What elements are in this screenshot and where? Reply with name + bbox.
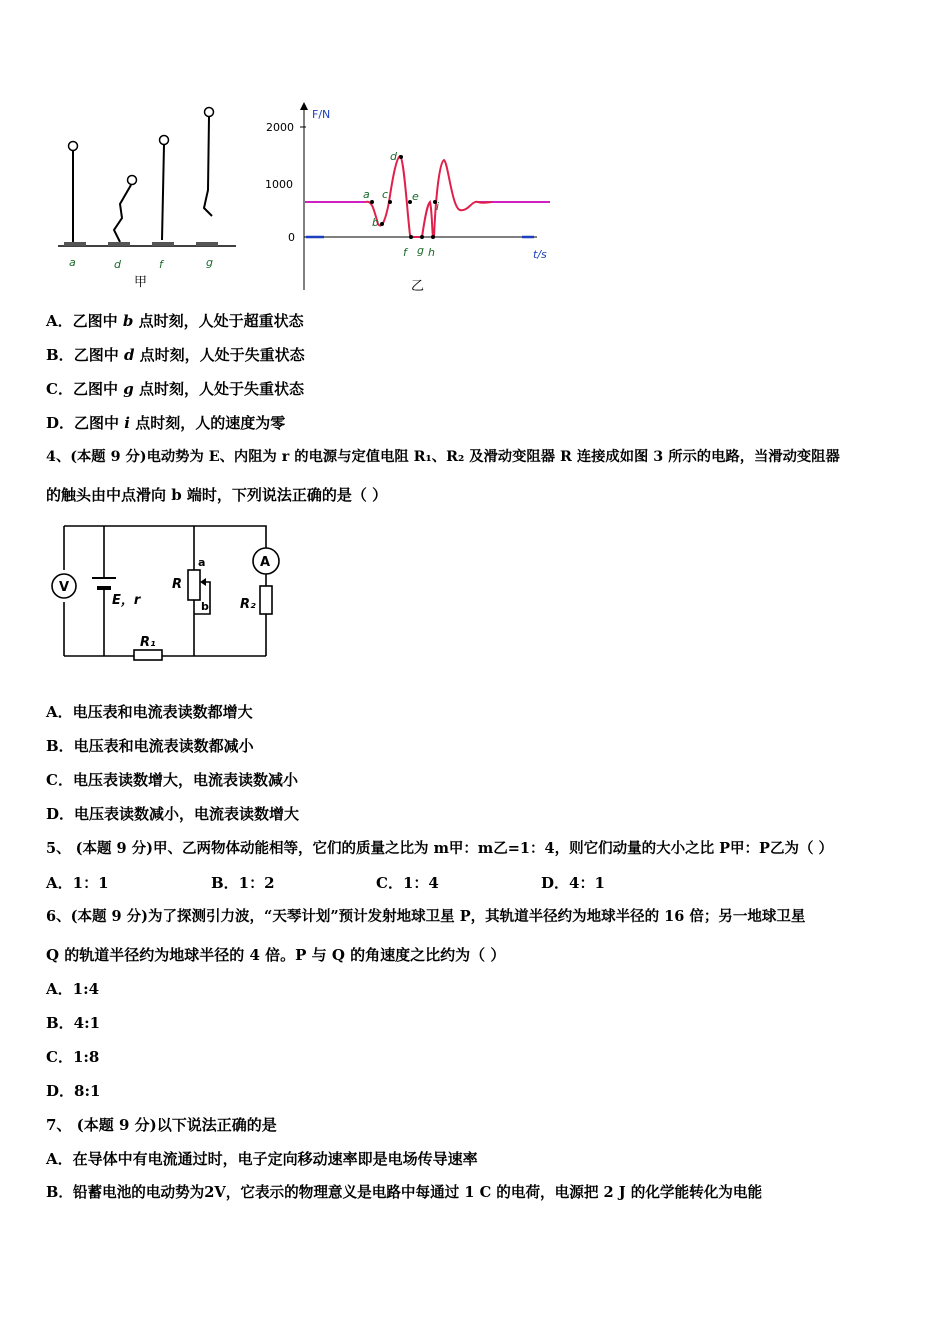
q6-option-d[interactable]: D．8:1	[46, 1082, 101, 1100]
q3-option-d[interactable]: D．乙图中 i 点时刻，人的速度为零	[46, 414, 286, 432]
r2-label: R₂	[240, 597, 256, 612]
y-axis-label: F/N	[312, 108, 331, 121]
ammeter-label: A	[260, 555, 271, 570]
x-axis-label: t/s	[533, 248, 547, 261]
q4-option-a[interactable]: A．电压表和电流表读数都增大	[46, 703, 253, 721]
point-a: a	[363, 188, 370, 201]
point-e: e	[412, 190, 419, 203]
q6-stem-line2: Q 的轨道半径约为地球半径的 4 倍。P 与 Q 的角速度之比约为（ ）	[46, 946, 506, 964]
voltmeter-label: V	[59, 580, 70, 595]
q4-option-c[interactable]: C．电压表读数增大，电流表读数减小	[46, 771, 298, 789]
q3-option-c[interactable]: C．乙图中 g 点时刻，人处于失重状态	[46, 380, 304, 398]
q4-option-b[interactable]: B．电压表和电流表读数都减小	[46, 737, 254, 755]
q5-option-d[interactable]: D．4：1	[541, 874, 605, 892]
caption-jia: 甲	[134, 275, 148, 290]
label-a: a	[69, 256, 76, 269]
figure-yi	[262, 100, 562, 295]
y-tick-2000: 2000	[266, 121, 294, 134]
rheostat-label: R	[172, 577, 183, 592]
label-g: g	[206, 256, 213, 269]
q5-option-b[interactable]: B．1：2	[211, 874, 275, 892]
caption-yi: 乙	[411, 279, 425, 294]
q5-option-c[interactable]: C．1：4	[376, 874, 439, 892]
point-b: b	[372, 216, 379, 229]
q5-option-a[interactable]: A．1：1	[46, 874, 109, 892]
point-c: c	[382, 188, 389, 201]
person-g	[196, 108, 218, 247]
q6-option-c[interactable]: C．1:8	[46, 1048, 100, 1066]
point-g: g	[417, 244, 424, 257]
q4-stem-line1: 4、(本题 9 分)电动势为 E、内阻为 r 的电源与定值电阻 R₁、R₂ 及滑动变阻器 R 连接成如图 3 所示的电路，当滑动变阻器	[46, 449, 840, 465]
q5-stem: 5、 (本题 9 分)甲、乙两物体动能相等，它们的质量之比为 m甲：m乙=1：4，则它们动量的大小之比 P甲：P乙为（ ）	[46, 840, 834, 857]
person-d	[108, 176, 137, 247]
q7-stem: 7、 (本题 9 分)以下说法正确的是	[46, 1116, 277, 1134]
label-d: d	[114, 258, 121, 271]
point-d: d	[390, 150, 397, 163]
q7-option-a[interactable]: A．在导体中有电流通过时，电子定向移动速率即是电场传导速率	[46, 1150, 478, 1168]
r1-label: R₁	[140, 635, 156, 650]
figure-jia	[56, 100, 246, 290]
q3-option-b[interactable]: B．乙图中 d 点时刻，人处于失重状态	[46, 346, 305, 364]
point-i: i	[436, 200, 440, 213]
q3-option-a[interactable]: A．乙图中 b 点时刻，人处于超重状态	[46, 312, 304, 330]
person-f	[152, 136, 174, 247]
label-f: f	[159, 258, 163, 271]
q4-option-d[interactable]: D．电压表读数减小，电流表读数增大	[46, 805, 300, 823]
y-tick-1000: 1000	[265, 178, 293, 191]
point-h: h	[428, 246, 435, 259]
y-tick-0: 0	[288, 231, 295, 244]
q6-stem-line1: 6、(本题 9 分)为了探测引力波，“天琴计划”预计发射地球卫星 P，其轨道半径约为地球半径的 16 倍；另一地球卫星	[46, 908, 806, 925]
q7-option-b[interactable]: B．铅蓄电池的电动势为2V，它表示的物理意义是电路中每通过 1 C 的电荷，电源把 2 J 的化学能转化为电能	[46, 1184, 763, 1201]
point-f: f	[403, 246, 407, 259]
q4-stem-line2: 的触头由中点滑向 b 端时，下列说法正确的是（ ）	[46, 486, 388, 504]
terminal-b: b	[201, 600, 209, 613]
person-a	[64, 142, 86, 247]
circuit-diagram	[46, 518, 281, 668]
q6-option-b[interactable]: B．4:1	[46, 1014, 101, 1032]
source-label: E，r	[112, 593, 141, 608]
q6-option-a[interactable]: A．1:4	[46, 980, 100, 998]
terminal-a: a	[198, 556, 206, 569]
